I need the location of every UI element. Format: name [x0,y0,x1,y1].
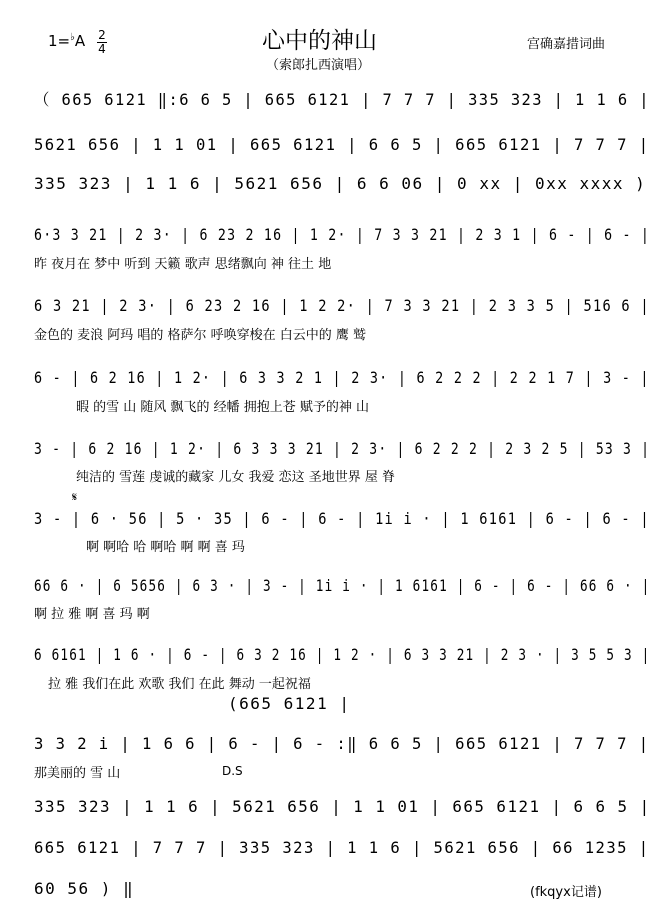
key-label: 1= [48,32,71,50]
notation-row: 6 6161 | 1 6 · | 6 - | 6 3 2 16 | 1 2 · | 6 3 3 21 | 2 3 · | 3 5 5 3 | [34,645,651,664]
lyric-row: 啊 拉 雅 啊 喜 玛 啊 [34,607,150,622]
time-signature [97,30,107,55]
key-note: A [74,32,86,50]
notation-row: 3 - | 6 · 56 | 5 · 35 | 6 - | 6 - | 1i i · | 1 6161 | 6 - | 6 - | [34,509,650,528]
alt-ending: (665 6121 | [228,694,351,713]
notation-row: 6 - | 6 2 16 | 1 2· | 6 3 3 2 1 | 2 3· | 6 2 2 2 | 2 2 1 7 | 3 - | [34,368,650,387]
time-den: 4 [98,42,106,56]
notation-row: 3 3 2 i | 1 6 6 | 6 - | 6 - :‖ 6 6 5 | 665 6121 | 7 7 7 | [34,734,650,753]
notation-row: 6 3 21 | 2 3· | 6 23 2 16 | 1 2 2· | 7 3 3 21 | 2 3 3 5 | 516 6 | [34,296,650,315]
segno-sign: 𝄋 [72,490,78,504]
notation-row: （ 665 6121 ‖:6 6 5 | 665 6121 | 7 7 7 | 335 323 | 1 1 6 | [34,90,650,109]
key-signature [48,32,85,50]
notation-row: 3 - | 6 2 16 | 1 2· | 6 3 3 3 21 | 2 3· | 6 2 2 2 | 2 3 2 5 | 53 3 | [34,439,651,458]
flat-sign: ♭ [70,32,75,43]
transcriber-credit: (fkqyx记谱) [530,885,602,900]
lyric-row: 那美丽的 雪 山 [34,766,121,781]
notation-row: 6·3 3 21 | 2 3· | 6 23 2 16 | 1 2· | 7 3 3 21 | 2 3 1 | 6 - | 6 - | [34,225,651,244]
lyric-row: 暇 的雪 山 随风 飘飞的 经幡 拥抱上苍 赋予的神 山 [76,400,370,415]
time-num: 2 [98,28,106,42]
song-subtitle: （索郎扎西演唱） [266,58,371,73]
ds-marking: D.S [222,764,243,778]
lyric-row: 金色的 麦浪 阿玛 唱的 格萨尔 呼唤穿梭在 白云中的 鹰 鹫 [34,328,367,343]
lyric-row: 纯洁的 雪莲 虔诚的藏家 儿女 我爱 恋这 圣地世界 屋 脊 [76,470,396,485]
song-title: 心中的神山 [262,28,377,54]
notation-row: 665 6121 | 7 7 7 | 335 323 | 1 1 6 | 5621 656 | 66 1235 | [34,838,650,857]
credits: 宫确嘉措词曲 [527,37,606,52]
notation-row: 5621 656 | 1 1 01 | 665 6121 | 6 6 5 | 665 6121 | 7 7 7 | [34,135,650,154]
notation-row: 60 56 ) ‖ [34,879,135,898]
notation-row: 335 323 | 1 1 6 | 5621 656 | 6 6 06 | 0 xx | 0xx xxxx ) [34,174,647,193]
lyric-row: 啊 啊哈 哈 啊哈 啊 啊 喜 玛 [86,540,245,555]
notation-row: 335 323 | 1 1 6 | 5621 656 | 1 1 01 | 665 6121 | 6 6 5 | [34,797,651,816]
notation-row: 66 6 · | 6 5656 | 6 3 · | 3 - | 1i i · | 1 6161 | 6 - | 6 - | 66 6 · | [34,576,651,595]
lyric-row: 拉 雅 我们在此 欢歌 我们 在此 舞动 一起祝福 [48,677,311,692]
lyric-row: 昨 夜月在 梦中 听到 天籁 歌声 思绪飘向 神 往土 地 [34,257,332,272]
